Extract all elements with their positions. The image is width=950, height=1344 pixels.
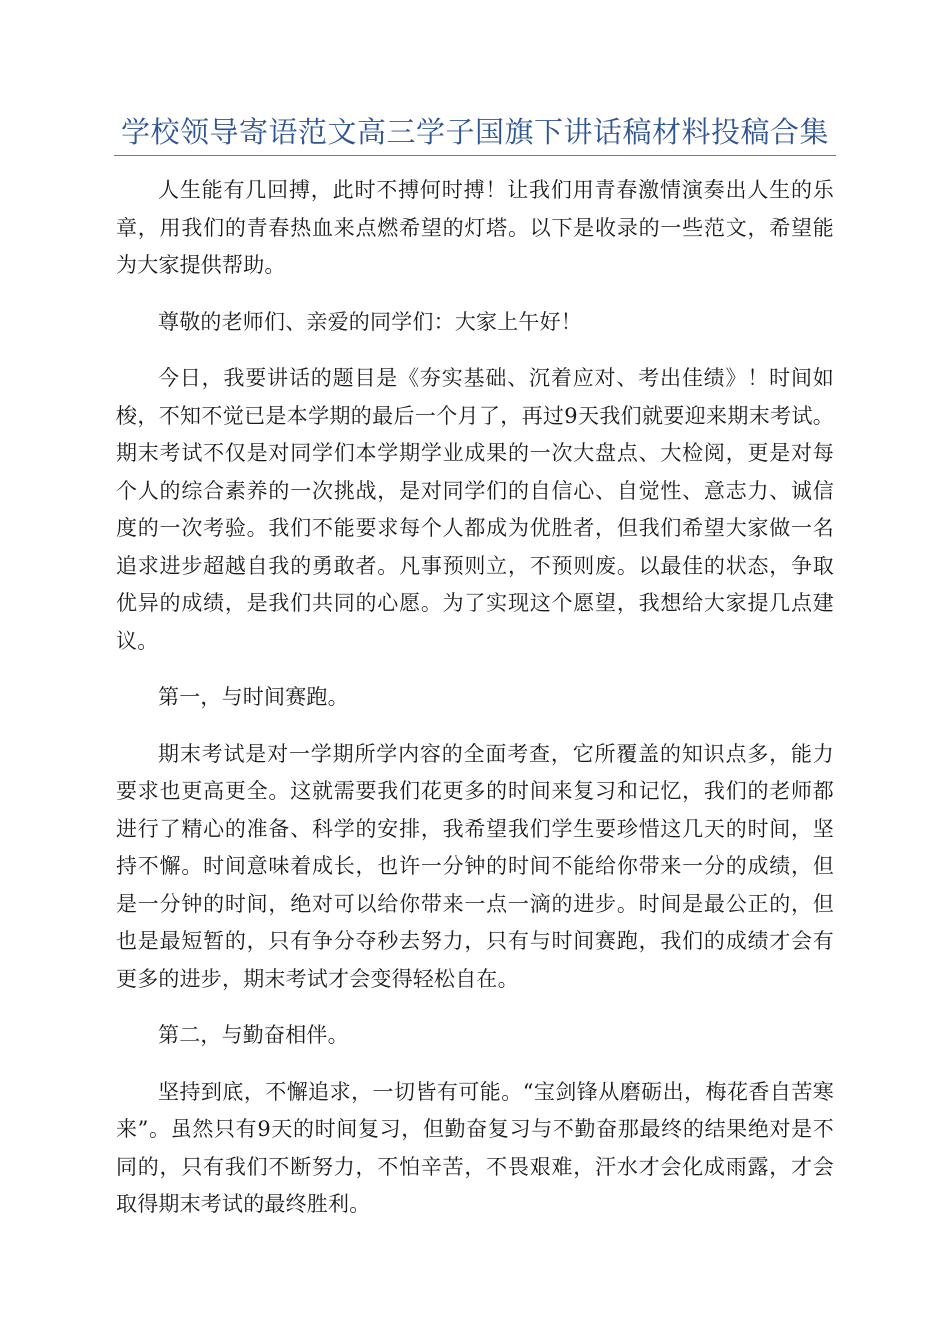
- document-body: [116, 172, 834, 1243]
- paragraph-point-one-heading: 第一，与时间赛跑。: [158, 685, 349, 709]
- paragraph-point-one-body: 期末考试是对一学期所学内容的全面考查，它所覆盖的知识点多，能力要求也更高更全。这就需要我们花更多的时间来复习和记忆，我们的老师都进行了精心的准备、科学的安排，我希望我们学生要珍惜这几天的时间，坚持不懈。时间意味着成长，也许一分钟的时间不能给你带来一分的成绩，但是一分钟的时间，绝对可以给你带来一点一滴的进步。时间是最公正的，但也是最短暂的，只有争分夺秒去努力，只有与时间赛跑，我们的成绩才会有更多的进步，期末考试才会变得轻松自在。: [116, 741, 834, 991]
- paragraph-intro: 人生能有几回搏，此时不搏何时搏！让我们用青春激情演奏出人生的乐章，用我们的青春热血来点燃希望的灯塔。以下是收录的一些范文，希望能为大家提供帮助。: [116, 178, 834, 277]
- paragraph-point-two-body: 坚持到底，不懈追求，一切皆有可能。“宝剑锋从磨砺出，梅花香自苦寒来”。虽然只有9天的时间复习，但勤奋复习与不勤奋那最终的结果绝对是不同的，只有我们不断努力，不怕辛苦，不畏艰难，汗水才会化成雨露，才会取得期末考试的最终胜利。: [116, 1079, 834, 1216]
- paragraph-topic: 今日，我要讲话的题目是《夯实基础、沉着应对、考出佳绩》！时间如梭，不知不觉已是本学期的最后一个月了，再过9天我们就要迎来期末考试。期末考试不仅是对同学们本学期学业成果的一次大盘点、大检阅，更是对每个人的综合素养的一次挑战，是对同学们的自信心、自觉性、意志力、诚信度的一次考验。我们不能要求每个人都成为优胜者，但我们希望大家做一名追求进步超越自我的勇敢者。凡事预则立，不预则废。以最佳的状态，争取优异的成绩，是我们共同的心愿。为了实现这个愿望，我想给大家提几点建议。: [116, 366, 834, 653]
- document-title: 学校领导寄语范文高三学子国旗下讲话稿材料投稿合集: [120, 115, 829, 149]
- paragraph-point-two-heading: 第二，与勤奋相伴。: [158, 1023, 349, 1047]
- title-underline: [114, 155, 836, 156]
- paragraph-greeting: 尊敬的老师们、亲爱的同学们：大家上午好！: [158, 309, 582, 334]
